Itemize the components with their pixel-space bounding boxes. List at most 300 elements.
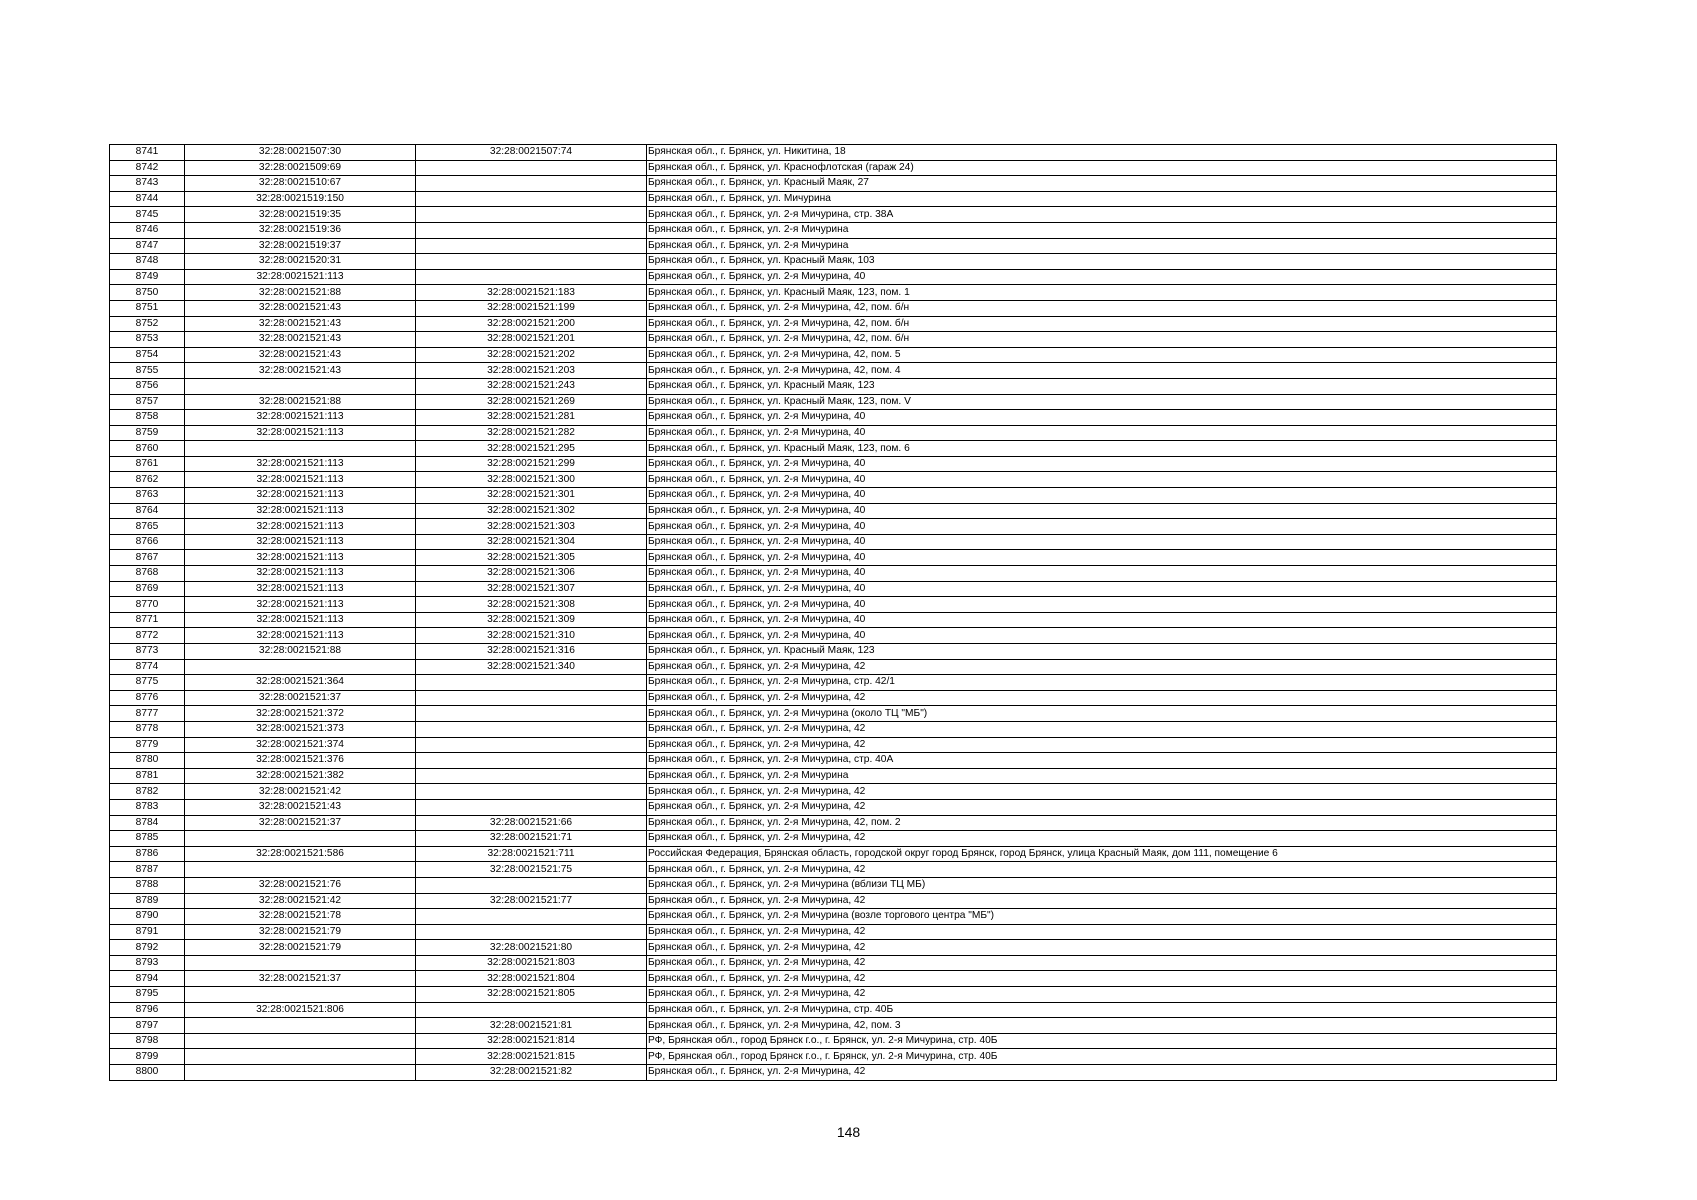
row-number-cell: 8772 [110,628,185,644]
object-cadastral-number-cell: 32:28:0021521:82 [416,1065,647,1081]
parcel-cadastral-number-cell: 32:28:0021521:113 [185,269,416,285]
address-cell: РФ, Брянская обл., город Брянск г.о., г. Брянск, ул. 2-я Мичурина, стр. 40Б [647,1033,1557,1049]
table-row [110,269,1557,285]
address-cell: Брянская обл., г. Брянск, ул. Мичурина [647,191,1557,207]
object-cadastral-number-cell [416,1002,647,1018]
table-body [110,145,1557,1081]
parcel-cadastral-number-cell: 32:28:0021521:42 [185,784,416,800]
object-cadastral-number-cell [416,924,647,940]
parcel-cadastral-number-cell: 32:28:0021521:78 [185,909,416,925]
parcel-cadastral-number-cell: 32:28:0021521:43 [185,316,416,332]
table-row [110,519,1557,535]
address-cell: Брянская обл., г. Брянск, ул. Красный Маяк, 123, пом. 6 [647,441,1557,457]
row-number-cell: 8773 [110,644,185,660]
table-row [110,924,1557,940]
table-row [110,222,1557,238]
table-row [110,862,1557,878]
row-number-cell: 8796 [110,1002,185,1018]
cadastral-table [109,144,1557,1081]
address-cell: РФ, Брянская обл., город Брянск г.о., г. Брянск, ул. 2-я Мичурина, стр. 40Б [647,1049,1557,1065]
parcel-cadastral-number-cell [185,862,416,878]
address-cell: Брянская обл., г. Брянск, ул. 2-я Мичурина, 42 [647,987,1557,1003]
address-cell: Брянская обл., г. Брянск, ул. 2-я Мичурина, 40 [647,503,1557,519]
object-cadastral-number-cell [416,721,647,737]
parcel-cadastral-number-cell: 32:28:0021521:79 [185,940,416,956]
address-cell: Брянская обл., г. Брянск, ул. 2-я Мичурина, 42 [647,971,1557,987]
parcel-cadastral-number-cell [185,955,416,971]
object-cadastral-number-cell: 32:28:0021521:305 [416,550,647,566]
row-number-cell: 8766 [110,534,185,550]
address-cell: Брянская обл., г. Брянск, ул. 2-я Мичурина, 42 [647,862,1557,878]
table-row [110,394,1557,410]
row-number-cell: 8764 [110,503,185,519]
object-cadastral-number-cell: 32:28:0021521:201 [416,332,647,348]
table-row [110,160,1557,176]
parcel-cadastral-number-cell: 32:28:0021521:113 [185,472,416,488]
registry-sheet [109,144,1556,1081]
address-cell: Брянская обл., г. Брянск, ул. 2-я Мичурина, 42, пом. 2 [647,815,1557,831]
parcel-cadastral-number-cell [185,1033,416,1049]
parcel-cadastral-number-cell: 32:28:0021521:88 [185,285,416,301]
row-number-cell: 8767 [110,550,185,566]
parcel-cadastral-number-cell: 32:28:0021521:113 [185,410,416,426]
address-cell: Брянская обл., г. Брянск, ул. Красный Маяк, 123 [647,644,1557,660]
row-number-cell: 8755 [110,363,185,379]
table-row [110,1065,1557,1081]
parcel-cadastral-number-cell: 32:28:0021521:113 [185,503,416,519]
object-cadastral-number-cell: 32:28:0021521:269 [416,394,647,410]
address-cell: Брянская обл., г. Брянск, ул. 2-я Мичурина, 42 [647,659,1557,675]
row-number-cell: 8741 [110,145,185,161]
table-row [110,254,1557,270]
parcel-cadastral-number-cell: 32:28:0021521:113 [185,566,416,582]
parcel-cadastral-number-cell: 32:28:0021507:30 [185,145,416,161]
address-cell: Брянская обл., г. Брянск, ул. 2-я Мичурина, 42, пом. б/н [647,300,1557,316]
address-cell: Брянская обл., г. Брянск, ул. 2-я Мичурина, 40 [647,597,1557,613]
object-cadastral-number-cell [416,160,647,176]
table-row [110,425,1557,441]
parcel-cadastral-number-cell: 32:28:0021521:76 [185,877,416,893]
object-cadastral-number-cell [416,737,647,753]
parcel-cadastral-number-cell: 32:28:0021519:35 [185,207,416,223]
row-number-cell: 8749 [110,269,185,285]
table-row [110,753,1557,769]
row-number-cell: 8790 [110,909,185,925]
table-row [110,597,1557,613]
object-cadastral-number-cell: 32:28:0021521:803 [416,955,647,971]
parcel-cadastral-number-cell: 32:28:0021521:113 [185,456,416,472]
parcel-cadastral-number-cell: 32:28:0021521:113 [185,550,416,566]
object-cadastral-number-cell: 32:28:0021521:307 [416,581,647,597]
table-row [110,768,1557,784]
row-number-cell: 8789 [110,893,185,909]
address-cell: Брянская обл., г. Брянск, ул. 2-я Мичурина, 42 [647,690,1557,706]
address-cell: Брянская обл., г. Брянск, ул. 2-я Мичурина, 40 [647,534,1557,550]
parcel-cadastral-number-cell: 32:28:0021521:373 [185,721,416,737]
object-cadastral-number-cell: 32:28:0021521:71 [416,831,647,847]
parcel-cadastral-number-cell: 32:28:0021521:88 [185,394,416,410]
object-cadastral-number-cell: 32:28:0021521:306 [416,566,647,582]
address-cell: Брянская обл., г. Брянск, ул. 2-я Мичурина, 40 [647,425,1557,441]
row-number-cell: 8793 [110,955,185,971]
object-cadastral-number-cell [416,706,647,722]
parcel-cadastral-number-cell: 32:28:0021521:376 [185,753,416,769]
row-number-cell: 8775 [110,675,185,691]
row-number-cell: 8770 [110,597,185,613]
row-number-cell: 8754 [110,347,185,363]
table-row [110,207,1557,223]
object-cadastral-number-cell: 32:28:0021521:711 [416,846,647,862]
parcel-cadastral-number-cell [185,1065,416,1081]
parcel-cadastral-number-cell: 32:28:0021519:36 [185,222,416,238]
object-cadastral-number-cell: 32:28:0021521:183 [416,285,647,301]
row-number-cell: 8756 [110,378,185,394]
object-cadastral-number-cell: 32:28:0021521:300 [416,472,647,488]
table-row [110,940,1557,956]
address-cell: Брянская обл., г. Брянск, ул. 2-я Мичурина (около ТЦ "МБ") [647,706,1557,722]
object-cadastral-number-cell: 32:28:0021521:202 [416,347,647,363]
object-cadastral-number-cell: 32:28:0021521:309 [416,612,647,628]
table-row [110,238,1557,254]
parcel-cadastral-number-cell [185,1018,416,1034]
parcel-cadastral-number-cell: 32:28:0021521:43 [185,332,416,348]
table-row [110,363,1557,379]
table-row [110,612,1557,628]
object-cadastral-number-cell [416,238,647,254]
table-row [110,690,1557,706]
parcel-cadastral-number-cell [185,987,416,1003]
object-cadastral-number-cell: 32:28:0021521:203 [416,363,647,379]
table-row [110,675,1557,691]
object-cadastral-number-cell [416,690,647,706]
object-cadastral-number-cell: 32:28:0021521:77 [416,893,647,909]
object-cadastral-number-cell: 32:28:0021521:815 [416,1049,647,1065]
address-cell: Брянская обл., г. Брянск, ул. 2-я Мичурина, 42, пом. 4 [647,363,1557,379]
table-row [110,332,1557,348]
object-cadastral-number-cell: 32:28:0021521:302 [416,503,647,519]
address-cell: Брянская обл., г. Брянск, ул. 2-я Мичурина, 40 [647,488,1557,504]
parcel-cadastral-number-cell: 32:28:0021521:43 [185,363,416,379]
parcel-cadastral-number-cell: 32:28:0021520:31 [185,254,416,270]
table-row [110,721,1557,737]
table-row [110,831,1557,847]
object-cadastral-number-cell: 32:28:0021521:75 [416,862,647,878]
table-row [110,378,1557,394]
parcel-cadastral-number-cell: 32:28:0021521:113 [185,612,416,628]
row-number-cell: 8787 [110,862,185,878]
table-row [110,877,1557,893]
address-cell: Брянская обл., г. Брянск, ул. 2-я Мичурина, 42 [647,721,1557,737]
parcel-cadastral-number-cell: 32:28:0021521:37 [185,815,416,831]
parcel-cadastral-number-cell: 32:28:0021521:43 [185,347,416,363]
object-cadastral-number-cell: 32:28:0021507:74 [416,145,647,161]
object-cadastral-number-cell [416,269,647,285]
row-number-cell: 8784 [110,815,185,831]
object-cadastral-number-cell: 32:28:0021521:310 [416,628,647,644]
row-number-cell: 8797 [110,1018,185,1034]
object-cadastral-number-cell: 32:28:0021521:301 [416,488,647,504]
row-number-cell: 8795 [110,987,185,1003]
row-number-cell: 8746 [110,222,185,238]
row-number-cell: 8759 [110,425,185,441]
table-row [110,955,1557,971]
object-cadastral-number-cell: 32:28:0021521:805 [416,987,647,1003]
object-cadastral-number-cell: 32:28:0021521:316 [416,644,647,660]
address-cell: Брянская обл., г. Брянск, ул. 2-я Мичурина, стр. 42/1 [647,675,1557,691]
parcel-cadastral-number-cell: 32:28:0021521:43 [185,300,416,316]
address-cell: Брянская обл., г. Брянск, ул. 2-я Мичурина, 40 [647,612,1557,628]
row-number-cell: 8762 [110,472,185,488]
table-row [110,410,1557,426]
address-cell: Брянская обл., г. Брянск, ул. 2-я Мичурина (вблизи ТЦ МБ) [647,877,1557,893]
row-number-cell: 8771 [110,612,185,628]
row-number-cell: 8780 [110,753,185,769]
address-cell: Брянская обл., г. Брянск, ул. 2-я Мичурина, 40 [647,410,1557,426]
parcel-cadastral-number-cell [185,659,416,675]
table-row [110,987,1557,1003]
row-number-cell: 8794 [110,971,185,987]
table-row [110,503,1557,519]
parcel-cadastral-number-cell: 32:28:0021521:113 [185,425,416,441]
table-row [110,534,1557,550]
address-cell: Брянская обл., г. Брянск, ул. 2-я Мичурина [647,238,1557,254]
parcel-cadastral-number-cell: 32:28:0021521:37 [185,690,416,706]
object-cadastral-number-cell [416,799,647,815]
row-number-cell: 8800 [110,1065,185,1081]
row-number-cell: 8757 [110,394,185,410]
table-row [110,909,1557,925]
table-row [110,441,1557,457]
parcel-cadastral-number-cell: 32:28:0021521:42 [185,893,416,909]
table-row [110,1002,1557,1018]
address-cell: Брянская обл., г. Брянск, ул. 2-я Мичурина, 42 [647,784,1557,800]
parcel-cadastral-number-cell: 32:28:0021521:113 [185,628,416,644]
table-row [110,300,1557,316]
table-row [110,176,1557,192]
parcel-cadastral-number-cell: 32:28:0021519:37 [185,238,416,254]
table-row [110,737,1557,753]
address-cell: Брянская обл., г. Брянск, ул. 2-я Мичурина [647,222,1557,238]
object-cadastral-number-cell: 32:28:0021521:304 [416,534,647,550]
address-cell: Брянская обл., г. Брянск, ул. 2-я Мичурина [647,768,1557,784]
address-cell: Брянская обл., г. Брянск, ул. 2-я Мичурина, 40 [647,472,1557,488]
parcel-cadastral-number-cell: 32:28:0021521:113 [185,488,416,504]
row-number-cell: 8776 [110,690,185,706]
row-number-cell: 8769 [110,581,185,597]
object-cadastral-number-cell [416,877,647,893]
parcel-cadastral-number-cell: 32:28:0021521:113 [185,519,416,535]
object-cadastral-number-cell: 32:28:0021521:299 [416,456,647,472]
address-cell: Брянская обл., г. Брянск, ул. 2-я Мичурина, 42 [647,831,1557,847]
address-cell: Брянская обл., г. Брянск, ул. 2-я Мичурина, 42 [647,940,1557,956]
address-cell: Брянская обл., г. Брянск, ул. Красный Маяк, 123, пом. 1 [647,285,1557,301]
row-number-cell: 8744 [110,191,185,207]
address-cell: Брянская обл., г. Брянск, ул. Красный Маяк, 27 [647,176,1557,192]
row-number-cell: 8785 [110,831,185,847]
parcel-cadastral-number-cell: 32:28:0021521:364 [185,675,416,691]
table-row [110,191,1557,207]
address-cell: Брянская обл., г. Брянск, ул. 2-я Мичурина, 42, пом. б/н [647,332,1557,348]
table-row [110,893,1557,909]
table-row [110,550,1557,566]
address-cell: Брянская обл., г. Брянск, ул. 2-я Мичурина, 42 [647,893,1557,909]
row-number-cell: 8778 [110,721,185,737]
row-number-cell: 8750 [110,285,185,301]
row-number-cell: 8799 [110,1049,185,1065]
table-row [110,488,1557,504]
address-cell: Брянская обл., г. Брянск, ул. 2-я Мичурина, стр. 40Б [647,1002,1557,1018]
page-number: 148 [836,1124,861,1140]
address-cell: Брянская обл., г. Брянск, ул. 2-я Мичурина, 42, пом. б/н [647,316,1557,332]
parcel-cadastral-number-cell: 32:28:0021509:69 [185,160,416,176]
row-number-cell: 8765 [110,519,185,535]
row-number-cell: 8783 [110,799,185,815]
table-row [110,1033,1557,1049]
object-cadastral-number-cell: 32:28:0021521:804 [416,971,647,987]
table-row [110,285,1557,301]
address-cell: Российская Федерация, Брянская область, городской округ город Брянск, город Брянск, улица Красный Маяк, дом 111, помещение 6 [647,846,1557,862]
parcel-cadastral-number-cell: 32:28:0021521:113 [185,534,416,550]
table-row [110,815,1557,831]
row-number-cell: 8760 [110,441,185,457]
row-number-cell: 8748 [110,254,185,270]
address-cell: Брянская обл., г. Брянск, ул. 2-я Мичурина, 42 [647,737,1557,753]
address-cell: Брянская обл., г. Брянск, ул. 2-я Мичурина, 42 [647,799,1557,815]
row-number-cell: 8782 [110,784,185,800]
object-cadastral-number-cell [416,753,647,769]
object-cadastral-number-cell: 32:28:0021521:243 [416,378,647,394]
address-cell: Брянская обл., г. Брянск, ул. 2-я Мичурина, стр. 40А [647,753,1557,769]
address-cell: Брянская обл., г. Брянск, ул. 2-я Мичурина, 42 [647,955,1557,971]
address-cell: Брянская обл., г. Брянск, ул. 2-я Мичурина (возле торгового центра "МБ") [647,909,1557,925]
parcel-cadastral-number-cell [185,378,416,394]
row-number-cell: 8788 [110,877,185,893]
object-cadastral-number-cell: 32:28:0021521:281 [416,410,647,426]
address-cell: Брянская обл., г. Брянск, ул. 2-я Мичурина, 40 [647,550,1557,566]
address-cell: Брянская обл., г. Брянск, ул. 2-я Мичурина, 42 [647,1065,1557,1081]
address-cell: Брянская обл., г. Брянск, ул. 2-я Мичурина, 40 [647,269,1557,285]
table-row [110,971,1557,987]
object-cadastral-number-cell: 32:28:0021521:308 [416,597,647,613]
address-cell: Брянская обл., г. Брянск, ул. Красный Маяк, 123, пом. V [647,394,1557,410]
table-row [110,347,1557,363]
row-number-cell: 8743 [110,176,185,192]
row-number-cell: 8768 [110,566,185,582]
object-cadastral-number-cell: 32:28:0021521:814 [416,1033,647,1049]
parcel-cadastral-number-cell [185,831,416,847]
row-number-cell: 8745 [110,207,185,223]
row-number-cell: 8763 [110,488,185,504]
parcel-cadastral-number-cell: 32:28:0021521:113 [185,597,416,613]
address-cell: Брянская обл., г. Брянск, ул. 2-я Мичурина, 40 [647,456,1557,472]
parcel-cadastral-number-cell: 32:28:0021521:79 [185,924,416,940]
row-number-cell: 8747 [110,238,185,254]
row-number-cell: 8792 [110,940,185,956]
object-cadastral-number-cell [416,207,647,223]
address-cell: Брянская обл., г. Брянск, ул. Красный Маяк, 103 [647,254,1557,270]
address-cell: Брянская обл., г. Брянск, ул. 2-я Мичурина, 42, пом. 3 [647,1018,1557,1034]
table-row [110,659,1557,675]
object-cadastral-number-cell [416,222,647,238]
parcel-cadastral-number-cell: 32:28:0021521:43 [185,799,416,815]
table-row [110,799,1557,815]
row-number-cell: 8798 [110,1033,185,1049]
table-row [110,1049,1557,1065]
address-cell: Брянская обл., г. Брянск, ул. 2-я Мичурина, 42, пом. 5 [647,347,1557,363]
object-cadastral-number-cell [416,254,647,270]
table-row [110,566,1557,582]
address-cell: Брянская обл., г. Брянск, ул. 2-я Мичурина, 40 [647,628,1557,644]
row-number-cell: 8777 [110,706,185,722]
address-cell: Брянская обл., г. Брянск, ул. 2-я Мичурина, 40 [647,566,1557,582]
table-row [110,316,1557,332]
object-cadastral-number-cell: 32:28:0021521:295 [416,441,647,457]
object-cadastral-number-cell [416,675,647,691]
row-number-cell: 8742 [110,160,185,176]
address-cell: Брянская обл., г. Брянск, ул. Никитина, 18 [647,145,1557,161]
table-row [110,472,1557,488]
table-row [110,846,1557,862]
table-row [110,581,1557,597]
table-row [110,456,1557,472]
object-cadastral-number-cell [416,909,647,925]
address-cell: Брянская обл., г. Брянск, ул. 2-я Мичурина, 40 [647,581,1557,597]
row-number-cell: 8774 [110,659,185,675]
row-number-cell: 8761 [110,456,185,472]
parcel-cadastral-number-cell: 32:28:0021521:382 [185,768,416,784]
address-cell: Брянская обл., г. Брянск, ул. Краснофлотская (гараж 24) [647,160,1557,176]
parcel-cadastral-number-cell [185,441,416,457]
object-cadastral-number-cell [416,191,647,207]
parcel-cadastral-number-cell: 32:28:0021510:67 [185,176,416,192]
parcel-cadastral-number-cell: 32:28:0021519:150 [185,191,416,207]
table-row [110,644,1557,660]
parcel-cadastral-number-cell [185,1049,416,1065]
address-cell: Брянская обл., г. Брянск, ул. 2-я Мичурина, 40 [647,519,1557,535]
parcel-cadastral-number-cell: 32:28:0021521:806 [185,1002,416,1018]
row-number-cell: 8791 [110,924,185,940]
row-number-cell: 8752 [110,316,185,332]
parcel-cadastral-number-cell: 32:28:0021521:586 [185,846,416,862]
object-cadastral-number-cell: 32:28:0021521:282 [416,425,647,441]
table-row [110,784,1557,800]
object-cadastral-number-cell: 32:28:0021521:66 [416,815,647,831]
row-number-cell: 8758 [110,410,185,426]
table-row [110,1018,1557,1034]
address-cell: Брянская обл., г. Брянск, ул. 2-я Мичурина, стр. 38А [647,207,1557,223]
row-number-cell: 8751 [110,300,185,316]
row-number-cell: 8753 [110,332,185,348]
parcel-cadastral-number-cell: 32:28:0021521:37 [185,971,416,987]
table-row [110,628,1557,644]
object-cadastral-number-cell: 32:28:0021521:303 [416,519,647,535]
parcel-cadastral-number-cell: 32:28:0021521:88 [185,644,416,660]
table-row [110,145,1557,161]
object-cadastral-number-cell [416,784,647,800]
object-cadastral-number-cell: 32:28:0021521:80 [416,940,647,956]
parcel-cadastral-number-cell: 32:28:0021521:113 [185,581,416,597]
object-cadastral-number-cell: 32:28:0021521:200 [416,316,647,332]
object-cadastral-number-cell: 32:28:0021521:81 [416,1018,647,1034]
parcel-cadastral-number-cell: 32:28:0021521:372 [185,706,416,722]
row-number-cell: 8786 [110,846,185,862]
object-cadastral-number-cell: 32:28:0021521:340 [416,659,647,675]
address-cell: Брянская обл., г. Брянск, ул. Красный Маяк, 123 [647,378,1557,394]
object-cadastral-number-cell [416,768,647,784]
object-cadastral-number-cell: 32:28:0021521:199 [416,300,647,316]
parcel-cadastral-number-cell: 32:28:0021521:374 [185,737,416,753]
address-cell: Брянская обл., г. Брянск, ул. 2-я Мичурина, 42 [647,924,1557,940]
